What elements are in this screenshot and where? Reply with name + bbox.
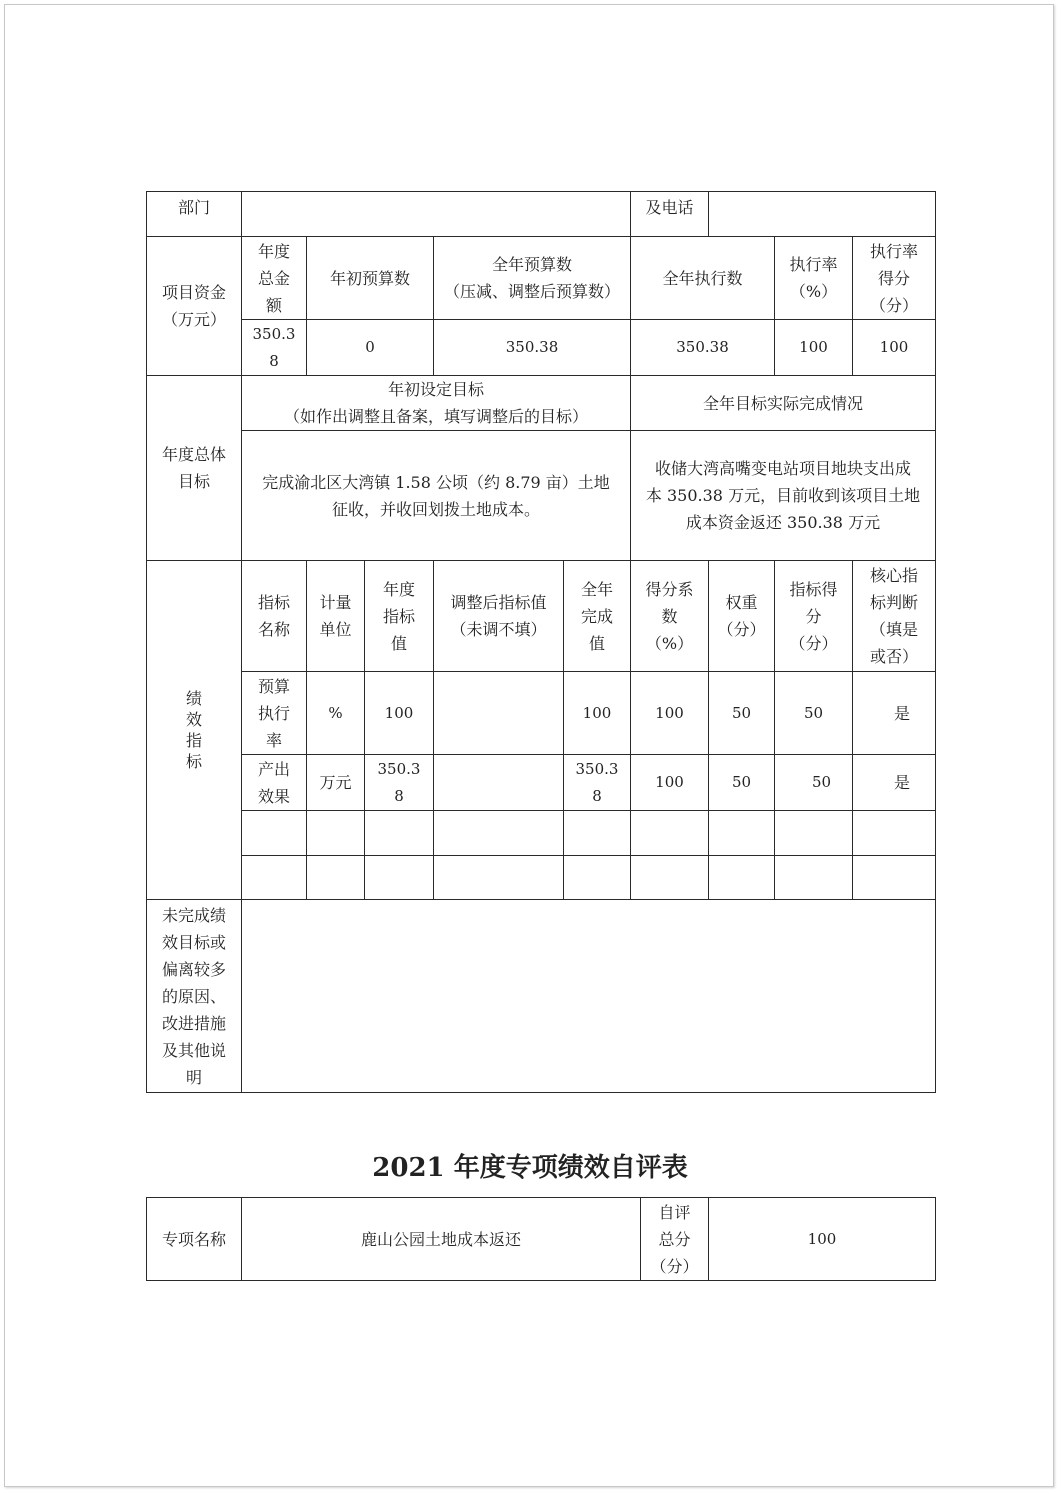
funds-header-initial: 年初预算数 bbox=[329, 268, 410, 288]
indicator-header-weight: 权重 （分） bbox=[717, 593, 766, 639]
indicator-annual: 100 bbox=[384, 703, 414, 722]
goals-actual-text: 收储大湾高嘴变电站项目地块支出成 本 350.38 万元，目前收到该项目土地 成本资金返还 350.38 万元 bbox=[645, 459, 921, 532]
special-name-label: 专项名称 bbox=[161, 1229, 226, 1249]
funds-header-executed: 全年执行数 bbox=[662, 268, 743, 288]
funds-total-value: 350.3 8 bbox=[252, 324, 296, 370]
department-value bbox=[242, 192, 630, 236]
indicator-annual: 350.3 8 bbox=[377, 759, 421, 805]
indicator-header-unit: 计量 单位 bbox=[319, 593, 352, 639]
indicator-core: 是 bbox=[893, 773, 910, 792]
unfinished-text bbox=[242, 900, 935, 1092]
funds-header-full-year: 全年预算数 （压减、调整后预算数） bbox=[443, 255, 620, 301]
indicator-unit: % bbox=[328, 703, 343, 722]
indicator-adjusted bbox=[434, 755, 563, 810]
indicator-header-coef: 得分系 数 （%） bbox=[645, 579, 694, 653]
indicator-unit: 万元 bbox=[319, 773, 352, 792]
funds-executed-value: 350.38 bbox=[676, 338, 729, 356]
funds-rate-value: 100 bbox=[799, 338, 828, 356]
indicator-score: 50 bbox=[811, 773, 832, 791]
indicator-header-annual: 年度 指标 值 bbox=[382, 579, 415, 653]
funds-initial-value: 0 bbox=[365, 338, 375, 356]
special-name-value: 鹿山公园土地成本返还 bbox=[360, 1229, 521, 1249]
phone-label: 及电话 bbox=[645, 197, 694, 217]
indicator-header-name: 指标 名称 bbox=[257, 593, 290, 639]
funds-header-rate-score: 执行率 得分 （分） bbox=[869, 241, 918, 315]
department-label: 部门 bbox=[177, 197, 210, 217]
indicator-adjusted bbox=[434, 672, 563, 754]
indicators-label: 绩 效 指 标 bbox=[185, 689, 202, 771]
funds-label: 项目资金 （万元） bbox=[161, 283, 226, 329]
phone-value bbox=[709, 192, 935, 236]
goals-label: 年度总体 目标 bbox=[161, 445, 226, 491]
indicator-weight: 50 bbox=[731, 703, 752, 722]
funds-header-rate: 执行率 （%） bbox=[789, 255, 838, 301]
indicator-header-score: 指标得 分 （分） bbox=[789, 579, 838, 653]
funds-header-total: 年度 总金 额 bbox=[257, 241, 290, 315]
goals-initial-header: 年初设定目标 （如作出调整且备案，填写调整后的目标） bbox=[283, 380, 588, 426]
goals-actual-header: 全年目标实际完成情况 bbox=[702, 393, 863, 413]
indicator-core: 是 bbox=[893, 703, 910, 723]
indicator-header-completed: 全年 完成 值 bbox=[580, 579, 613, 653]
indicator-completed: 350.3 8 bbox=[575, 759, 619, 805]
self-score-label: 自评 总分 （分） bbox=[650, 1202, 699, 1276]
second-table-title: 2021 年度专项绩效自评表 bbox=[372, 1153, 688, 1183]
self-score-value: 100 bbox=[807, 1229, 837, 1248]
funds-full-year-value: 350.38 bbox=[505, 338, 559, 356]
indicator-coef: 100 bbox=[655, 773, 684, 791]
indicator-weight: 50 bbox=[731, 773, 752, 791]
indicator-header-adjusted: 调整后指标值 （未调不填） bbox=[450, 593, 547, 639]
indicator-completed: 100 bbox=[582, 703, 612, 722]
indicator-score: 50 bbox=[803, 703, 824, 722]
indicator-name: 预算 执行 率 bbox=[257, 676, 290, 750]
indicator-name: 产出 效果 bbox=[257, 759, 290, 806]
indicator-coef: 100 bbox=[655, 703, 684, 722]
funds-rate-score-value: 100 bbox=[879, 338, 909, 356]
goals-initial-text: 完成渝北区大湾镇 1.58 公顷（约 8.79 亩）土地 征收，并收回划拨土地成本。 bbox=[262, 472, 610, 519]
unfinished-label: 未完成绩 效目标或 偏离较多 的原因、 改进措施 及其他说 明 bbox=[161, 905, 226, 1087]
indicator-header-core: 核心指 标判断 （填是 或否） bbox=[869, 566, 918, 666]
